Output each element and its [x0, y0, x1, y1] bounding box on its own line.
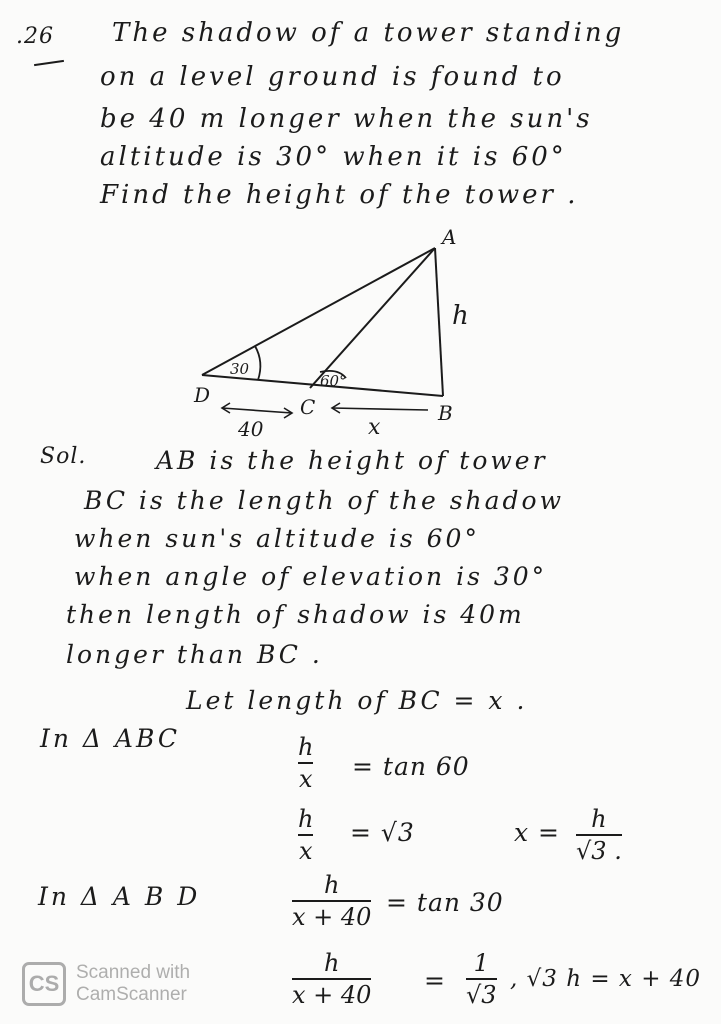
eq1-rhs: = tan 60 [352, 752, 470, 781]
eq3-fraction-bar [576, 834, 622, 836]
question-line-3: be 40 m longer when the sun's [100, 104, 593, 134]
watermark-line-2: CamScanner [76, 984, 187, 1005]
eq3-numerator: h [591, 805, 607, 833]
eq5-rhs-fraction [466, 950, 497, 1009]
camscanner-watermark [22, 962, 190, 1006]
label-d: D [194, 383, 211, 407]
eq2-fraction [298, 806, 313, 865]
triangle-abc-label: In Δ ABC [40, 724, 180, 753]
question-line-5: Find the height of the tower . [100, 180, 579, 210]
solution-line-4: when angle of elevation is 30° [74, 562, 548, 591]
label-length-40: 40 [238, 417, 264, 440]
eq5-equals: = [424, 966, 446, 995]
eq1-fraction [298, 734, 313, 793]
eq3-denominator: √3 . [576, 837, 622, 866]
label-h: h [452, 301, 469, 331]
eq4-numerator: h [323, 871, 340, 899]
label-a: A [442, 225, 457, 249]
label-b: B [438, 401, 453, 425]
camscanner-logo-icon: CS [22, 962, 66, 1006]
question-number-underline [34, 60, 64, 66]
eq5-fraction [292, 950, 371, 1009]
eq5-tail: , √3 h = x + 40 [510, 966, 702, 992]
eq2-fraction-bar [298, 834, 313, 836]
question-line-4: altitude is 30° when it is 60° [100, 142, 567, 172]
label-angle-60: 60° [320, 372, 347, 390]
let-statement: Let length of BC = x . [186, 686, 528, 715]
line-da [202, 248, 435, 375]
eq5-rhs-denominator: √3 [466, 981, 497, 1010]
question-number: .26 [16, 24, 54, 49]
eq3-fraction [576, 806, 622, 865]
line-ab [435, 248, 443, 396]
watermark-line-1: Scanned with [76, 962, 191, 984]
question-line-2: on a level ground is found to [100, 62, 565, 92]
eq4-fraction-bar [292, 900, 371, 902]
eq5-denominator: x + 40 [292, 981, 372, 1010]
eq5-rhs-fraction-bar [466, 978, 497, 980]
label-angle-30: 30 [230, 360, 250, 378]
solution-line-2: BC is the length of the shadow [84, 486, 564, 515]
triangle-abd-label: In Δ A B D [38, 882, 201, 911]
label-c: C [300, 395, 316, 419]
eq5-fraction-bar [292, 978, 371, 980]
solution-line-5: then length of shadow is 40m [66, 600, 525, 629]
watermark-text [76, 962, 190, 1006]
solution-line-3: when sun's altitude is 60° [74, 524, 480, 553]
question-line-1: The shadow of a tower standing [112, 18, 625, 48]
eq1-fraction-bar [298, 762, 313, 764]
eq4-denominator: x + 40 [292, 903, 372, 932]
eq1-denominator: x [298, 765, 313, 794]
label-length-x: x [368, 415, 381, 440]
arrow-cb [332, 408, 428, 410]
solution-line-1: AB is the height of tower [156, 446, 548, 475]
arrow-dc [222, 408, 292, 413]
eq2-denominator: x [298, 837, 313, 866]
line-ca [310, 248, 435, 388]
angle-arc-d [255, 346, 260, 380]
triangle-diagram [180, 220, 480, 440]
eq3-lhs: x = [514, 818, 560, 847]
eq5-numerator: h [323, 949, 340, 977]
solution-line-6: longer than BC . [66, 640, 323, 669]
eq5-rhs-numerator: 1 [473, 949, 489, 977]
eq2-rhs: = √3 [350, 818, 415, 847]
eq4-rhs: = tan 30 [386, 888, 504, 917]
eq4-fraction [292, 872, 371, 931]
solution-label: Sol. [40, 444, 87, 469]
eq1-numerator: h [298, 733, 314, 761]
eq2-numerator: h [298, 805, 314, 833]
